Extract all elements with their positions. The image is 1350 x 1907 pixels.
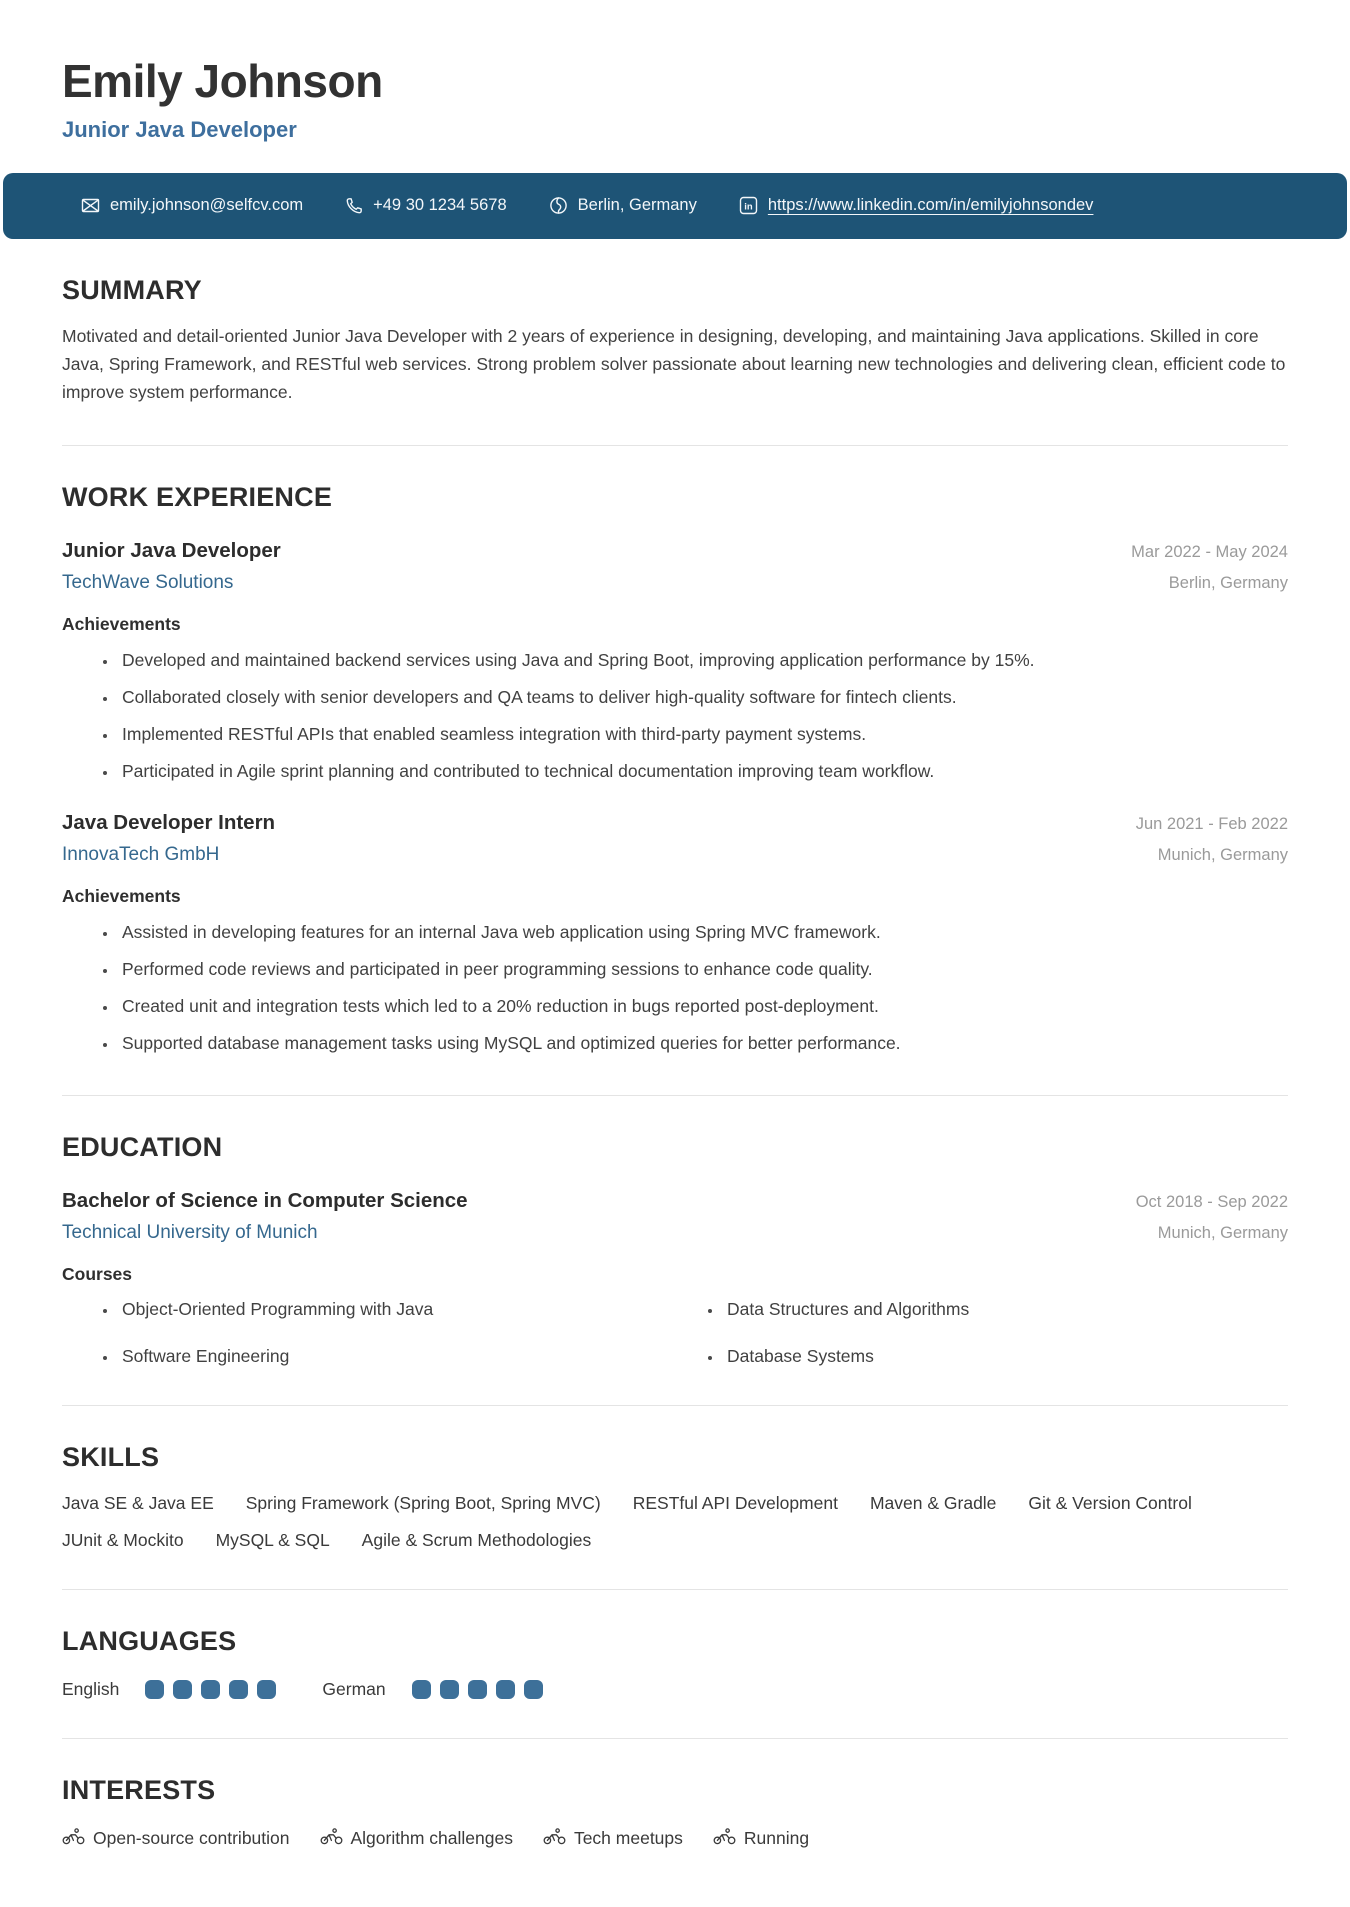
mail-icon bbox=[81, 196, 100, 215]
achievement-item: • Participated in Agile sprint planning and contributed to technical documentation improving team workflow. bbox=[118, 758, 1288, 784]
skill-item: Java SE & Java EE bbox=[62, 1492, 214, 1513]
cyclist-icon bbox=[62, 1828, 85, 1850]
language-level-dot bbox=[229, 1680, 248, 1699]
language-level-dot bbox=[440, 1680, 459, 1699]
job-location: Berlin, Germany bbox=[1168, 573, 1288, 592]
achievements-label: Achievements bbox=[62, 613, 181, 634]
language-item bbox=[62, 1679, 276, 1700]
interest-item bbox=[713, 1828, 809, 1850]
content bbox=[0, 239, 1350, 1850]
achievement-item: • Developed and maintained backend services using Java and Spring Boot, improving application performance by 15%. bbox=[118, 647, 1288, 673]
linkedin-icon bbox=[739, 196, 758, 215]
language-level-dot bbox=[201, 1680, 220, 1699]
achievements-list bbox=[62, 919, 1288, 1057]
job-entry bbox=[62, 811, 1288, 1057]
achievement-item: • Performed code reviews and participated in peer programming sessions to enhance code quality. bbox=[118, 956, 1288, 982]
job-entry bbox=[62, 539, 1288, 785]
school-name: Technical University of Munich bbox=[62, 1221, 318, 1243]
cyclist-icon bbox=[320, 1828, 343, 1850]
phone-icon bbox=[345, 197, 363, 215]
summary-heading: SUMMARY bbox=[62, 274, 202, 305]
interest-label: Open-source contribution bbox=[93, 1828, 290, 1849]
work-heading: WORK EXPERIENCE bbox=[62, 481, 333, 512]
language-level-dot bbox=[524, 1680, 543, 1699]
interest-item bbox=[62, 1828, 290, 1850]
achievement-item: • Created unit and integration tests which led to a 20% reduction in bugs reported post-deployment. bbox=[118, 993, 1288, 1019]
contact-email bbox=[81, 196, 303, 215]
job-title: Junior Java Developer bbox=[62, 538, 281, 562]
language-level-dot bbox=[173, 1680, 192, 1699]
language-name: English bbox=[62, 1678, 120, 1699]
contact-linkedin-link[interactable]: https://www.linkedin.com/in/emilyjohnsondev bbox=[767, 196, 1094, 215]
globe-location-icon bbox=[549, 196, 568, 215]
cyclist-icon bbox=[713, 1828, 736, 1850]
job-company: InnovaTech GmbH bbox=[62, 843, 220, 865]
contact-bar bbox=[3, 173, 1347, 239]
section-languages bbox=[62, 1590, 1288, 1739]
contact-phone-text: +49 30 1234 5678 bbox=[373, 196, 507, 215]
language-level-dots bbox=[145, 1680, 276, 1699]
skills-list bbox=[62, 1493, 1288, 1551]
contact-linkedin bbox=[739, 196, 1094, 215]
skills-heading: SKILLS bbox=[62, 1441, 160, 1472]
job-dates: Jun 2021 - Feb 2022 bbox=[1135, 814, 1288, 833]
skill-item: Git & Version Control bbox=[1028, 1492, 1192, 1513]
interest-item bbox=[543, 1828, 683, 1850]
language-level-dot bbox=[412, 1680, 431, 1699]
achievement-item: • Assisted in developing features for an internal Java web application using Spring MVC framework. bbox=[118, 919, 1288, 945]
skill-item: Maven & Gradle bbox=[869, 1492, 997, 1513]
skill-item: RESTful API Development bbox=[632, 1492, 838, 1513]
person-job-title: Junior Java Developer bbox=[62, 116, 297, 142]
courses-list bbox=[62, 1299, 1288, 1367]
skill-item: Agile & Scrum Methodologies bbox=[361, 1529, 592, 1550]
course-item: • Object-Oriented Programming with Java bbox=[118, 1299, 683, 1320]
skill-item: Spring Framework (Spring Boot, Spring MVC) bbox=[245, 1492, 601, 1513]
section-skills bbox=[62, 1406, 1288, 1590]
interest-label: Tech meetups bbox=[573, 1828, 683, 1849]
education-location: Munich, Germany bbox=[1157, 1223, 1288, 1242]
education-entry bbox=[62, 1189, 1288, 1367]
contact-location bbox=[549, 196, 697, 215]
achievement-item: • Supported database management tasks using MySQL and optimized queries for better performance. bbox=[118, 1030, 1288, 1056]
education-dates: Oct 2018 - Sep 2022 bbox=[1135, 1192, 1288, 1211]
skill-item: MySQL & SQL bbox=[215, 1529, 330, 1550]
language-level-dot bbox=[257, 1680, 276, 1699]
job-location: Munich, Germany bbox=[1157, 845, 1288, 864]
job-title: Java Developer Intern bbox=[62, 810, 276, 834]
interests-heading: INTERESTS bbox=[62, 1774, 216, 1805]
achievement-item: • Collaborated closely with senior developers and QA teams to deliver high-quality software for fintech clients. bbox=[118, 684, 1288, 710]
contact-email-text: emily.johnson@selfcv.com bbox=[110, 196, 304, 215]
language-item bbox=[322, 1679, 542, 1700]
languages-heading: LANGUAGES bbox=[62, 1625, 237, 1656]
job-dates: Mar 2022 - May 2024 bbox=[1131, 542, 1288, 561]
course-item: • Software Engineering bbox=[118, 1346, 683, 1367]
header bbox=[0, 0, 1350, 143]
interest-item bbox=[320, 1828, 513, 1850]
language-level-dot bbox=[145, 1680, 164, 1699]
section-summary bbox=[62, 239, 1288, 446]
section-interests bbox=[62, 1739, 1288, 1850]
contact-phone bbox=[345, 196, 507, 215]
language-level-dots bbox=[412, 1680, 543, 1699]
interests-row bbox=[62, 1828, 1288, 1850]
achievements-label: Achievements bbox=[62, 885, 181, 906]
job-company: TechWave Solutions bbox=[62, 571, 234, 593]
course-item: • Database Systems bbox=[723, 1346, 1288, 1367]
summary-text: Motivated and detail-oriented Junior Java Developer with 2 years of experience in designing, developing, and maintaining Java applications. Skilled in core Java, Spring Framework, and RESTful web services. Strong problem solver passionate about learning new technologies and delivering clean, efficient code to improve system performance. bbox=[62, 325, 1286, 403]
languages-row bbox=[62, 1679, 1288, 1700]
svg-text:in: in bbox=[744, 201, 753, 213]
interest-label: Running bbox=[743, 1828, 810, 1849]
section-work-experience bbox=[62, 446, 1288, 1096]
achievements-list bbox=[62, 647, 1288, 785]
degree-title: Bachelor of Science in Computer Science bbox=[62, 1188, 468, 1212]
language-name: German bbox=[322, 1678, 386, 1699]
language-level-dot bbox=[468, 1680, 487, 1699]
language-level-dot bbox=[496, 1680, 515, 1699]
cyclist-icon bbox=[543, 1828, 566, 1850]
section-education bbox=[62, 1096, 1288, 1406]
education-heading: EDUCATION bbox=[62, 1131, 223, 1162]
courses-label: Courses bbox=[62, 1263, 133, 1284]
contact-location-text: Berlin, Germany bbox=[577, 196, 697, 215]
skill-item: JUnit & Mockito bbox=[62, 1529, 184, 1550]
person-name: Emily Johnson bbox=[62, 55, 383, 107]
course-item: • Data Structures and Algorithms bbox=[723, 1299, 1288, 1320]
interest-label: Algorithm challenges bbox=[350, 1828, 513, 1849]
achievement-item: • Implemented RESTful APIs that enabled seamless integration with third-party payment systems. bbox=[118, 721, 1288, 747]
